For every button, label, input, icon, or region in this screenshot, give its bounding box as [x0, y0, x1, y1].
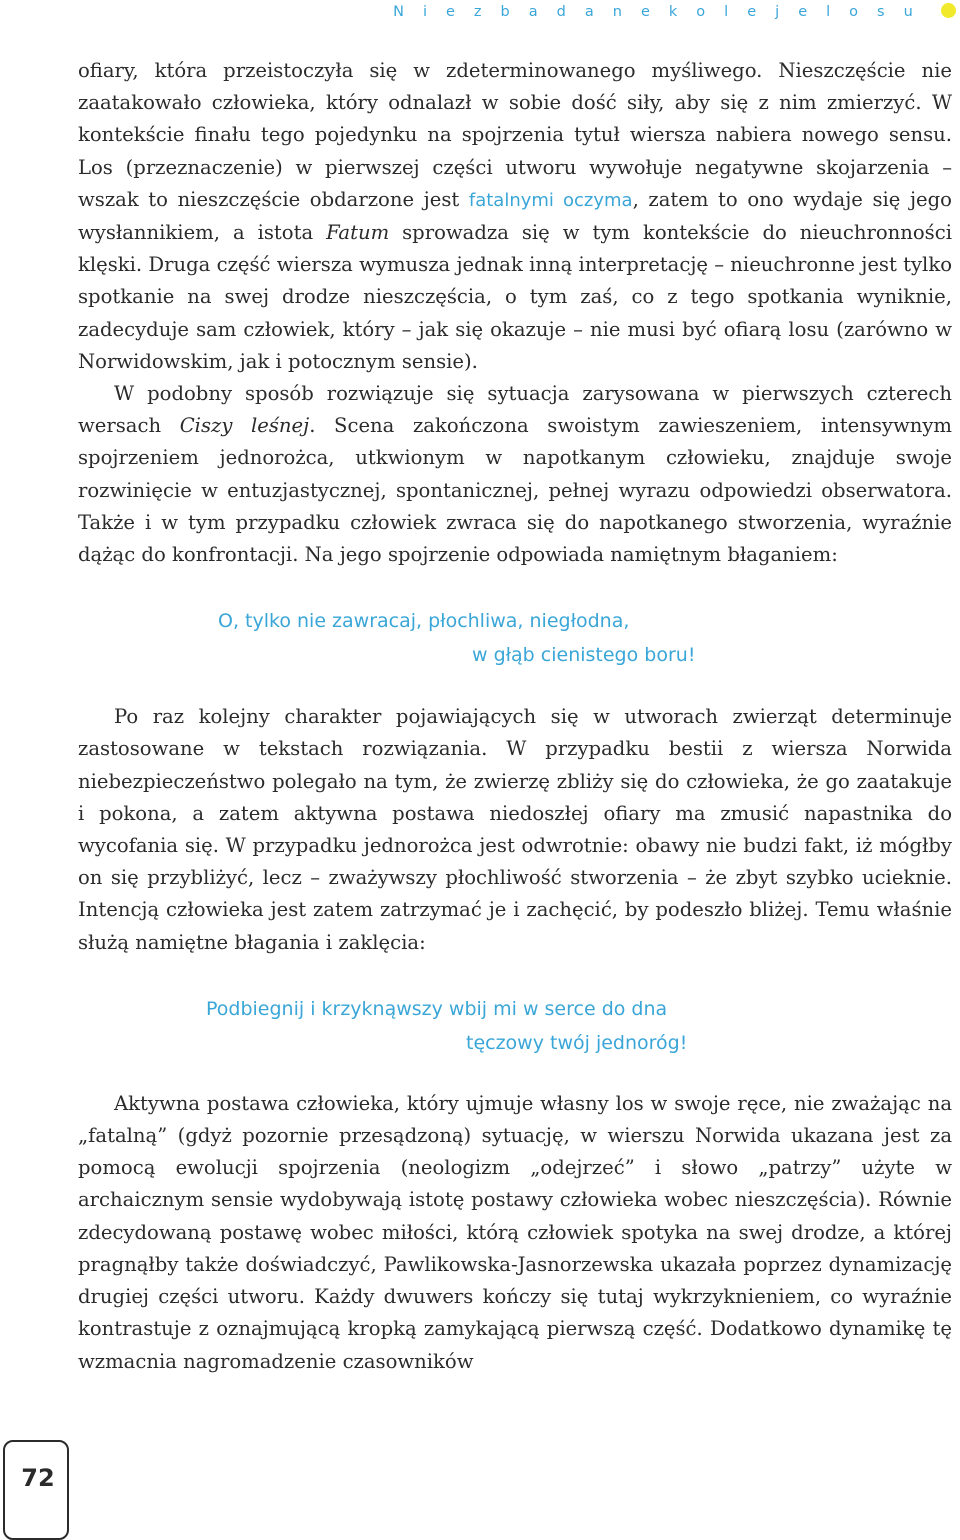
- paragraph-1-part-2: , zatem to ono wydaje się jego wysłannikiem, a istota: [78, 187, 952, 245]
- verse-quote-2: [206, 992, 952, 1060]
- body-text: [78, 55, 952, 1378]
- paragraph-2-part-1: W podobny sposób rozwiązuje się sytuacja zarysowana w pierwszych czterech wersach: [78, 382, 952, 438]
- paragraph-2-part-2: . Scena zakończona swoistym zawieszeniem, intensywnym spojrzeniem jednorożca, utkwionym w napotkanym człowieku, znajduje swoje rozwinięcie w entuzjastycznej, spontanicznej, pełnej wyrazu odpowiedzi obserwatora. Także i w tym przypadku człowiek zwraca się do napotkanego stworzenia, wyraźnie dążąc do konfrontacji. Na jego spojrzenie odpowiada namiętnym błaganiem:: [78, 414, 952, 567]
- italic-term-fatum: Fatum: [326, 221, 390, 245]
- page-number: 72: [21, 1464, 55, 1492]
- verse-2-line-1: Podbiegnij i krzyknąwszy wbij mi w serce do dna: [206, 997, 668, 1020]
- paragraph-1-part-3: sprowadza się w tym kontekście do nieuchronności klęski. Druga część wiersza wymusza jednak inną interpretację – nieuchronne jest tylko spotkanie na swej drodze nieszczęścia, o tym zaś, co z tego spotkania wyniknie, zadecyduje sam człowiek, który – jak się okazuje – nie musi być ofiarą losu (zarówno w Norwidowskim, jak i potocznym sensie).: [78, 221, 952, 373]
- verse-1-line-1: O, tylko nie zawracaj, płochliwa, niegłodna,: [218, 610, 630, 633]
- paragraph-2: [78, 378, 952, 571]
- running-title: N i e z b a d a n e k o l e j e l o s u: [393, 4, 920, 20]
- italic-title-cisza-lesna: Ciszy leśnej: [179, 414, 310, 438]
- yellow-dot-icon: [941, 3, 956, 18]
- verse-2-line-2: tęczowy twój jednoróg!: [466, 1031, 688, 1054]
- paragraph-4: Aktywna postawa człowieka, który ujmuje własny los w swoje ręce, nie zważając na „fatalną” (gdyż pozornie przesądzoną) sytuację, w wierszu Norwida ukazana jest za pomocą ewolucji spojrzenia (neologizm „odejrzeć” i słowo „patrzy” użyte w archaicznym sensie wydobywają istotę postawy człowieka wobec nieszczęścia). Równie zdecydowaną postawę wobec miłości, którą człowiek spotyka na swej drodze, a której pragnąłby także doświadczyć, Pawlikowska-Jasnorzewska ukazała poprzez dynamizację drugiej części utworu. Każdy dwuwers kończy się tutaj wykrzyknieniem, co wyraźnie kontrastuje z oznajmującą kropką zamykającą pierwszą część. Dodatkowo dynamikę tę wzmacnia nagromadzenie czasowników: [78, 1091, 952, 1373]
- verse-quote-1: [218, 604, 952, 672]
- paragraph-1: [78, 55, 952, 378]
- verse-1-line-2: w głąb cienistego boru!: [472, 644, 696, 667]
- paragraph-3: Po raz kolejny charakter pojawiających się w utworach zwierząt determinuje zastosowane w tekstach rozwiązania. W przypadku bestii z wiersza Norwida niebezpieczeństwo polegało na tym, że zwierzę zbliży się do człowieka, że go zaatakuje i pokona, a zatem aktywna postawa niedoszłej ofiary ma zmusić napastnika do wycofania się. W przypadku jednorożca jest odwrotnie: obawy nie budzi fakt, iż mógłby on się przybliżyć, lecz – zważywszy płochliwość stworzenia – że zbyt szybko ucieknie. Intencją człowieka jest zatem zatrzymać je i zachęcić, by podeszło bliżej. Temu właśnie służą namiętne błagania i zaklęcia:: [78, 705, 952, 954]
- running-header: [0, 0, 960, 26]
- page-number-box: [3, 1440, 69, 1540]
- highlighted-phrase: fatalnymi oczyma: [468, 189, 633, 211]
- paragraph-1-part-1: ofiary, która przeistoczyła się w zdeterminowanego myśliwego. Nieszczęście nie zaatakowało człowieka, który odnalazł w sobie dość siły, aby się z nim zmierzyć. W kontekście finału tego pojedynku na spojrzenia tytuł wiersza nabiera nowego sensu. Los (przeznaczenie) w pierwszej części utworu wywołuje negatywne skojarzenia – wszak to nieszczęście obdarzone jest: [78, 59, 952, 211]
